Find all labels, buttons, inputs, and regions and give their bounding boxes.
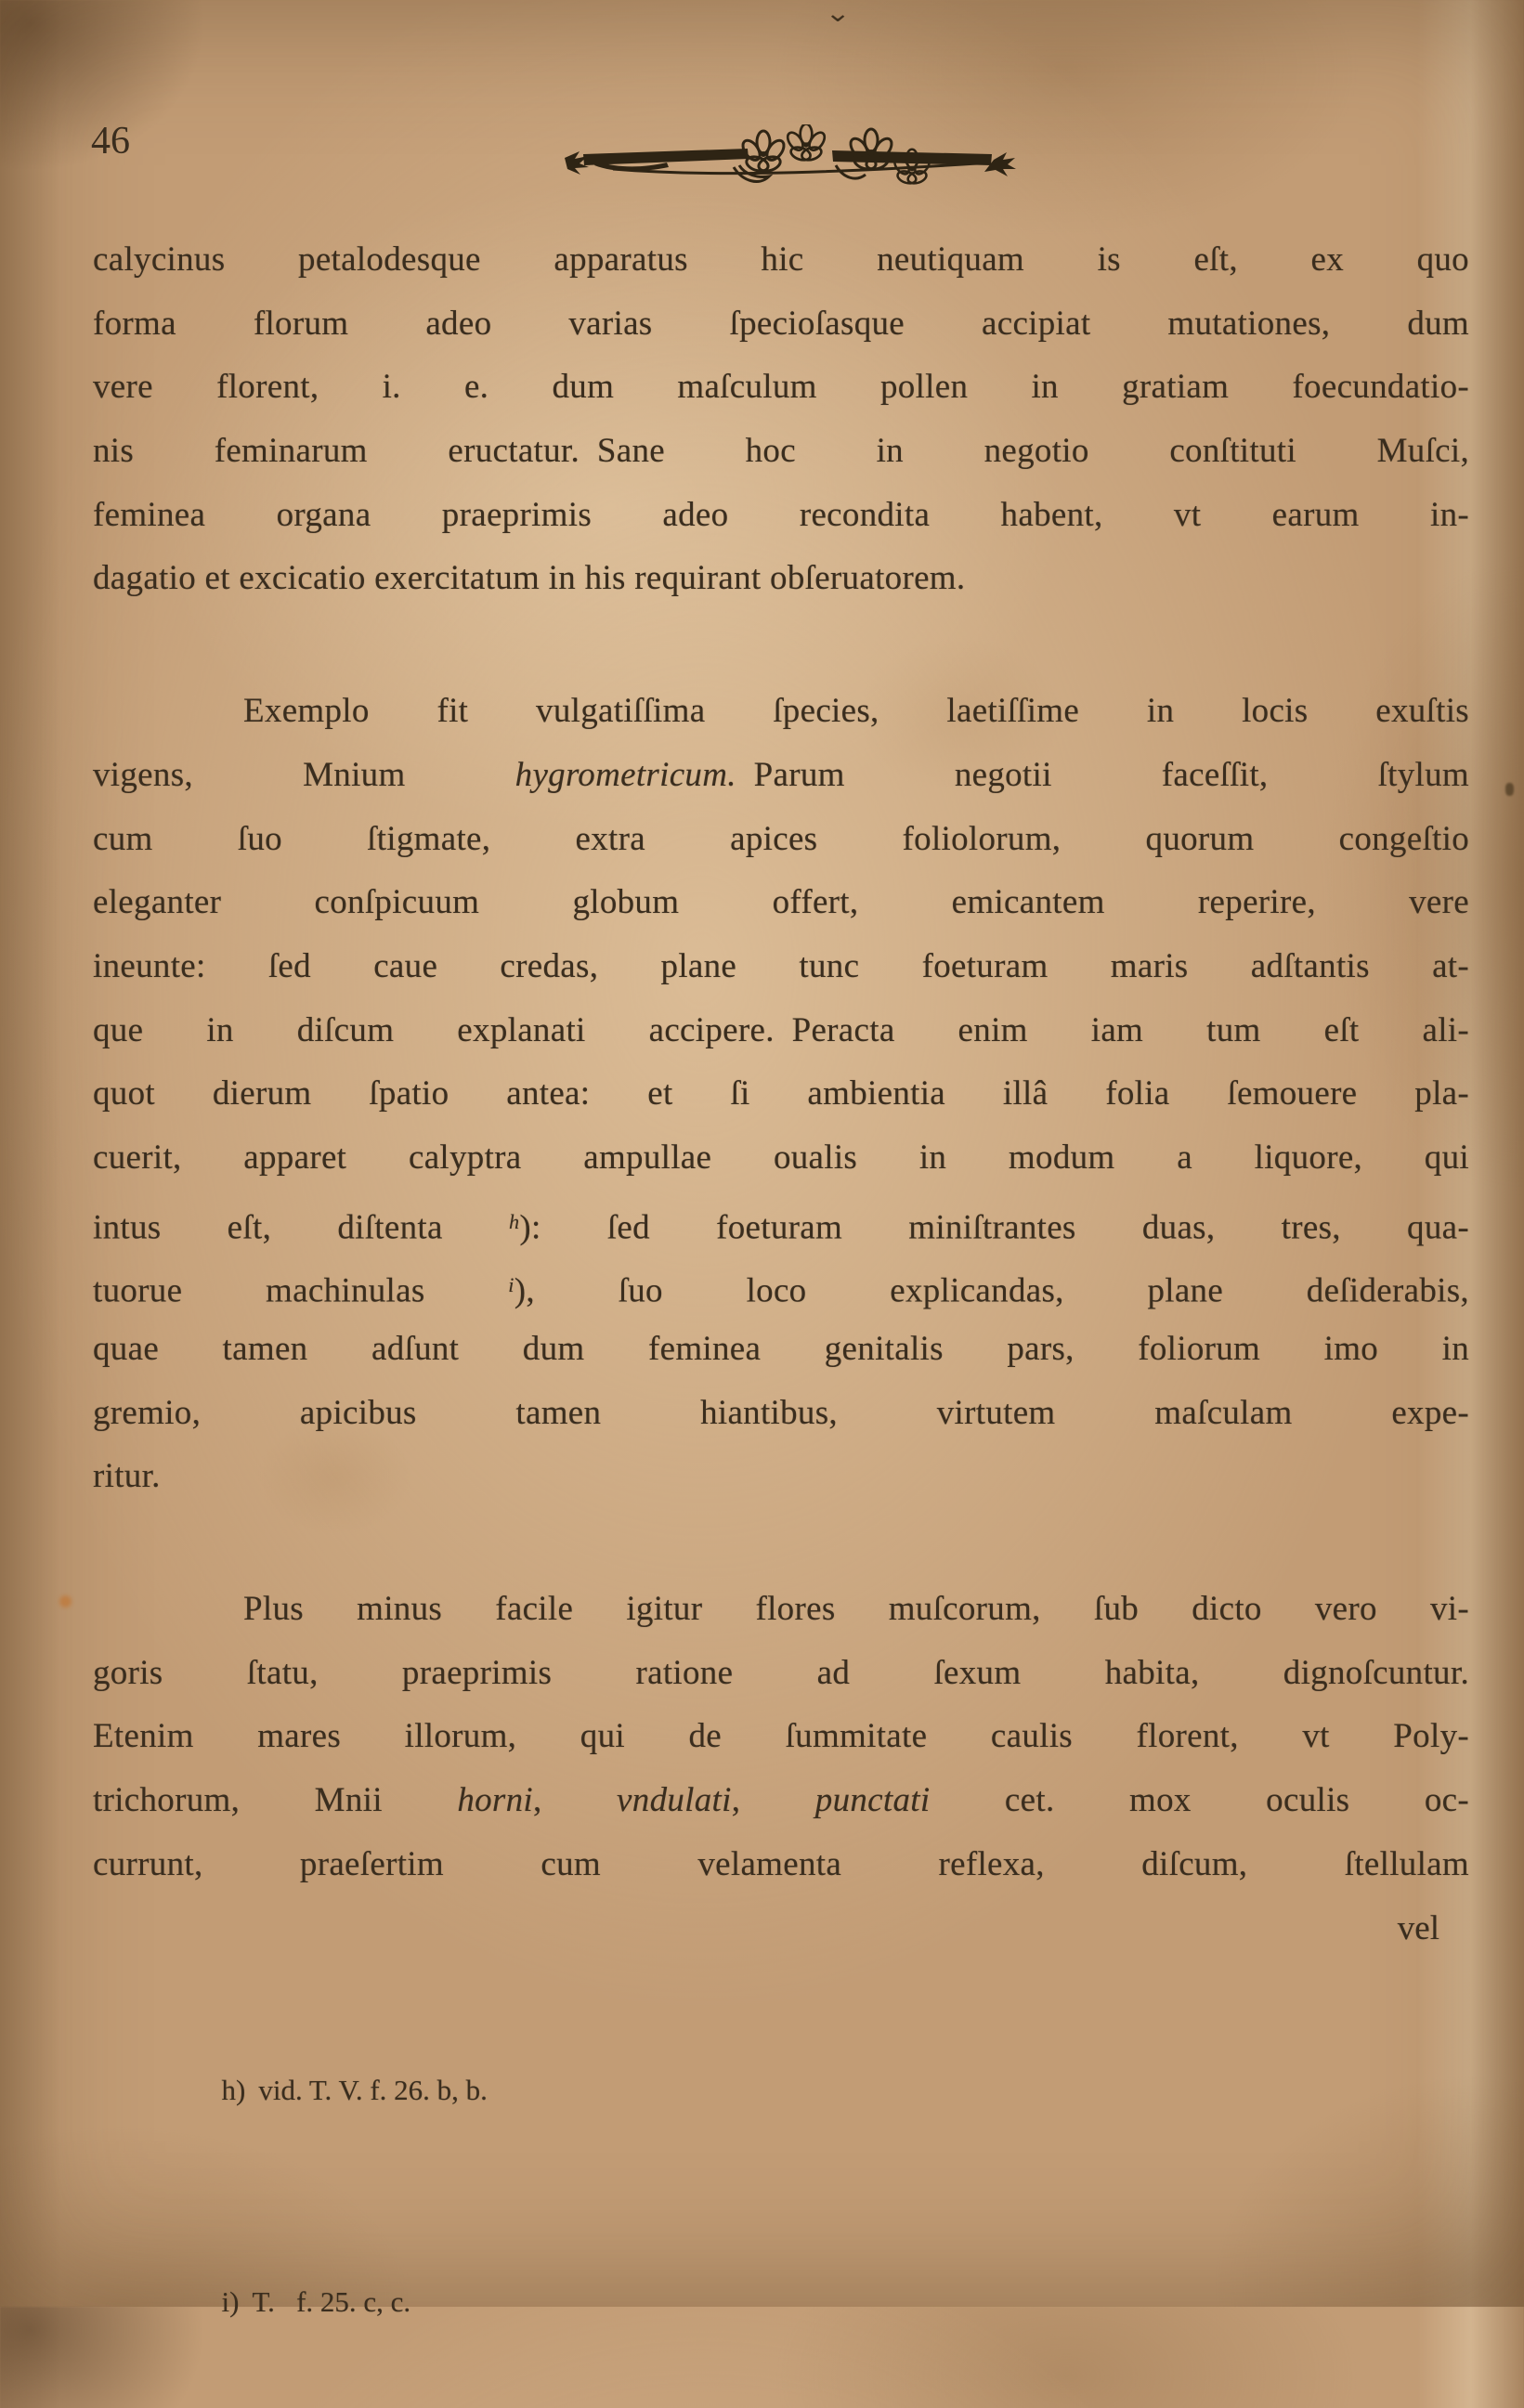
floral-rule-icon (557, 124, 1022, 195)
text-segment: forma florum adeo varias ſpecioſasque accipiat mutationes, dum (93, 304, 1469, 343)
text-segment: quot dierum ſpatio antea: et ſi ambientia illâ folia ſemouere pla- (93, 1074, 1469, 1113)
text-segment: Etenim mares illorum, qui de ſummitate caulis florent, vt Poly- (93, 1717, 1469, 1756)
text-segment: nis feminarum eructatur. Sane hoc in negotio conſtituti Muſci, (93, 432, 1469, 471)
text-line (93, 680, 1469, 744)
text-line (93, 1382, 1469, 1446)
text-segment: que in diſcum explanati accipere. Peracta enim iam tum eſt ali- (93, 1010, 1469, 1049)
paragraph (93, 1578, 1469, 1896)
text-segment: goris ſtatu, praeprimis ratione ad ſexum habita, dignoſcuntur. (93, 1653, 1469, 1692)
text-segment: , (533, 1781, 618, 1820)
page-number: 46 (91, 120, 130, 163)
footnote-h (178, 1985, 1469, 2196)
text-segment: Exemplo fit vulgatiſſima ſpecies, laetiſſime in locis exuſtis (243, 692, 1469, 731)
text-segment: tuorue machinulas (93, 1271, 509, 1310)
text-line (93, 999, 1469, 1063)
text-segment: cuerit, apparet calyptra ampullae oualis in modum a liquore, qui (93, 1138, 1469, 1177)
text-segment: trichorum, Mnii (93, 1781, 458, 1820)
footnote-label: h) (221, 2074, 246, 2107)
text-line (93, 1642, 1469, 1706)
text-segment: ): ſed foeturam miniſtrantes duas, tres, qua- (519, 1208, 1469, 1247)
text-line (93, 547, 1469, 611)
text-segment: vndulati (617, 1781, 732, 1820)
text-line (93, 420, 1469, 484)
text-segment: eleganter conſpicuum globum offert, emicantem reperire, vere (93, 883, 1469, 922)
paragraphs-container (93, 228, 1469, 1897)
text-segment: intus eſt, diſtenta (93, 1208, 509, 1247)
text-line (93, 744, 1469, 808)
stray-stain-dot (59, 1595, 72, 1608)
text-line (93, 293, 1469, 357)
text-line (93, 1062, 1469, 1126)
text-segment: horni (457, 1781, 533, 1820)
text-segment: currunt, praeſertim cum velamenta reflexa, diſcum, ſtellulam (93, 1844, 1469, 1883)
catchword: vel (1397, 1908, 1439, 1947)
stray-ink-mark: ⌄ (825, 0, 852, 28)
text-line (93, 1191, 1469, 1255)
text-line (93, 1705, 1469, 1769)
text-segment: hygrometricum. (515, 755, 736, 794)
text-segment: quae tamen adſunt dum feminea genitalis pars, foliorum imo in (93, 1330, 1469, 1368)
footnote-text: vid. T. V. f. 26. b, b. (258, 2074, 488, 2107)
text-segment: vigens, Mnium (93, 755, 515, 794)
text-line (93, 1578, 1469, 1642)
stray-ink-tick (1505, 783, 1514, 796)
text-line (93, 1254, 1469, 1318)
text-segment: ), ſuo loco explicandas, plane deſiderabis, (514, 1271, 1469, 1310)
text-line (93, 356, 1469, 420)
footnote-i (178, 2196, 1469, 2408)
text-segment: feminea organa praeprimis adeo recondita habent, vt earum in- (93, 495, 1469, 534)
text-line (93, 1769, 1469, 1833)
text-line (93, 871, 1469, 935)
paragraph (93, 680, 1469, 1509)
footnote-marker: h (508, 1209, 520, 1233)
text-segment: ineunte: ſed caue credas, plane tunc foeturam maris adſtantis at- (93, 946, 1469, 985)
text-segment: calycinus petalodesque apparatus hic neutiquam is eſt, ex quo (93, 241, 1469, 279)
text-line (93, 228, 1469, 293)
text-segment: ritur. (93, 1457, 161, 1496)
text-line (93, 808, 1469, 872)
text-segment: Plus minus facile igitur flores muſcorum, ſub dicto vero vi- (243, 1590, 1469, 1629)
text-block (93, 228, 1469, 2408)
footnote-marker: i (508, 1273, 515, 1297)
text-line (93, 1833, 1469, 1897)
footnote-text: T. f. 25. c, c. (252, 2285, 411, 2319)
text-segment: cet. mox oculis oc- (930, 1781, 1469, 1820)
text-line (93, 1318, 1469, 1382)
text-segment: dagatio et excicatio exercitatum in his requirant obſeruatorem. (93, 559, 966, 598)
text-segment: punctati (814, 1781, 931, 1820)
text-segment: , (731, 1781, 815, 1820)
text-segment: gremio, apicibus tamen hiantibus, virtutem maſculam expe- (93, 1393, 1469, 1432)
text-line (93, 1126, 1469, 1191)
paragraph (93, 228, 1469, 611)
text-line (93, 935, 1469, 999)
text-segment: Parum negotii faceſſit, ſtylum (736, 755, 1469, 794)
text-segment: vere florent, i. e. dum maſculum pollen in gratiam foecundatio- (93, 368, 1469, 407)
footnote-label: i) (221, 2285, 240, 2319)
text-line (93, 1445, 1469, 1509)
text-segment: cum ſuo ſtigmate, extra apices foliolorum, quorum congeſtio (93, 819, 1469, 858)
footnotes (93, 1985, 1469, 2408)
text-line (93, 484, 1469, 548)
